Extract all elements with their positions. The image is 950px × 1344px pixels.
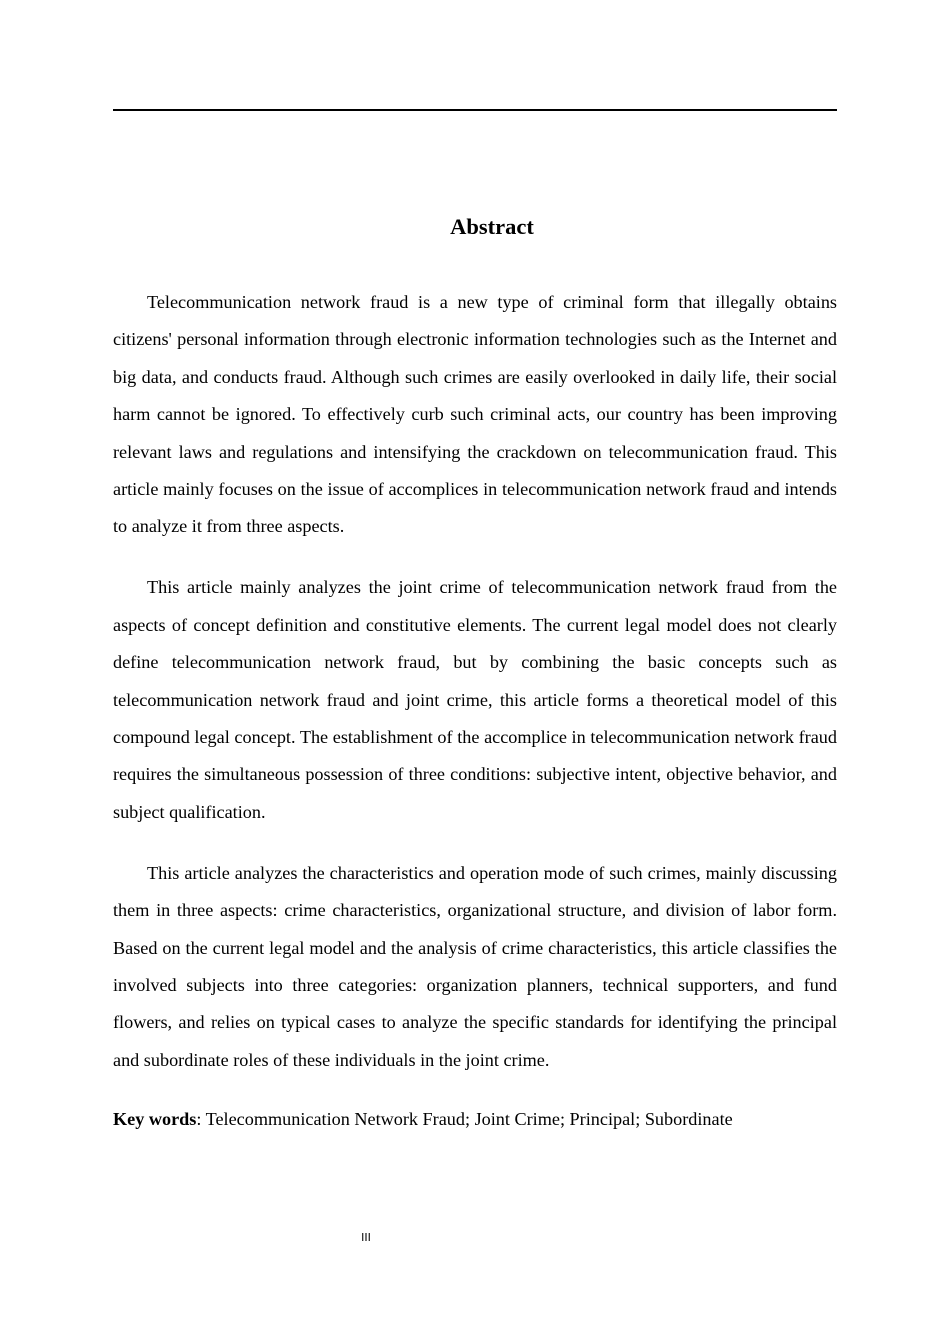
abstract-body [113,284,837,1103]
abstract-paragraph-3: This article analyzes the characteristics and operation mode of such crimes, mainly discussing them in three aspects: crime characteristics, organizational structure, and division of labor form. Based on the current legal model and the analysis of crime characteristics, this article classifies the involved subjects into three categories: organization planners, technical supporters, and fund flowers, and relies on typical cases to analyze the specific standards for identifying the principal and subordinate roles of these individuals in the joint crime. [113,862,837,1070]
keywords-text: Telecommunication Network Fraud; Joint Crime; Principal; Subordinate [205,1109,733,1129]
abstract-paragraph-2: This article mainly analyzes the joint crime of telecommunication network fraud from the aspects of concept definition and constitutive elements. The current legal model does not clearly define telecommunication network fraud, but by combining the basic concepts such as telecommunication network fraud and joint crime, this article forms a theoretical model of this compound legal concept. The establishment of the accomplice in telecommunication network fraud requires the simultaneous possession of three conditions: subjective intent, objective behavior, and subject qualification. [113,577,837,822]
page-title: Abstract [450,214,534,239]
abstract-paragraph-1: Telecommunication network fraud is a new type of criminal form that illegally obtains citizens' personal information through electronic information technologies such as the Internet and big data, and conducts fraud. Although such crimes are easily overlooked in daily life, their social harm cannot be ignored. To effectively curb such criminal acts, our country has been improving relevant laws and regulations and intensifying the crackdown on telecommunication fraud. This article mainly focuses on the issue of accomplices in telecommunication network fraud and intends to analyze it from three aspects. [113,292,837,537]
header-rule [113,109,837,111]
keywords-line [113,1104,837,1134]
keywords-separator: : [196,1109,206,1129]
keywords-label: Key words [113,1109,197,1129]
page-number: III [361,1231,371,1244]
